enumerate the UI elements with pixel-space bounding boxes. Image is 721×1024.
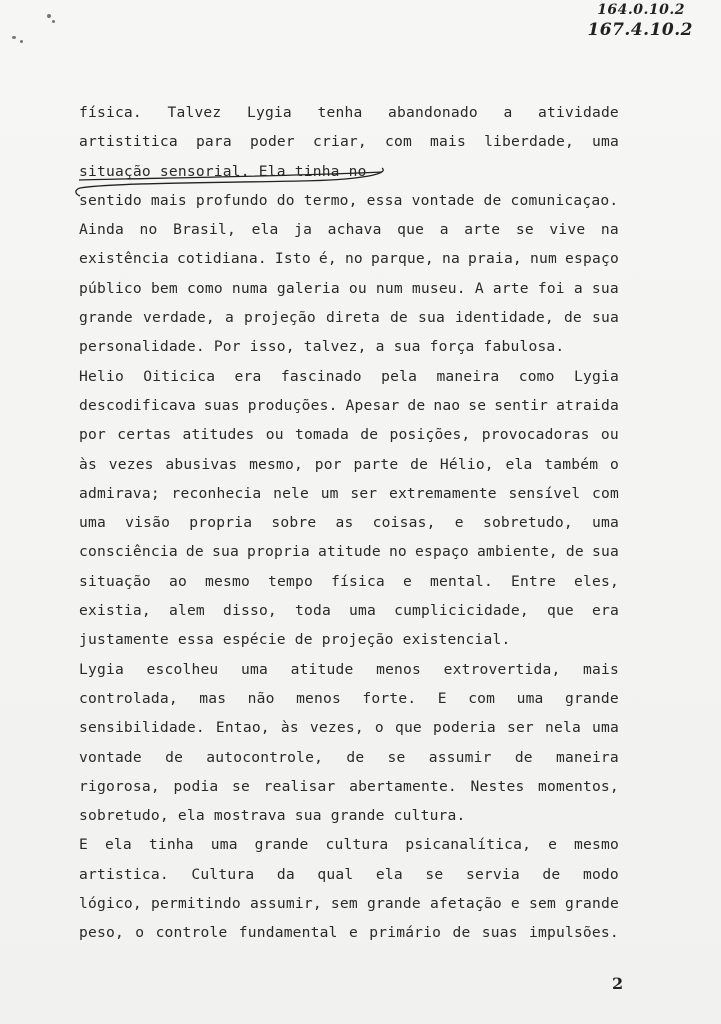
word: de: [452, 924, 471, 942]
word: espaço: [414, 543, 469, 561]
word: força: [429, 338, 475, 356]
archive-reference-bottom: 167.4.10.2: [587, 20, 693, 40]
word: vezes,: [309, 719, 364, 737]
word: não: [247, 689, 275, 707]
word: personalidade.: [79, 338, 205, 356]
word: situação: [79, 572, 151, 590]
word: reconhecia: [171, 484, 262, 502]
word: que: [394, 719, 422, 737]
word: a: [573, 279, 583, 297]
word: público: [79, 279, 142, 297]
word: Isto: [274, 250, 311, 268]
text-line: [79, 127, 619, 156]
word: de: [165, 748, 184, 766]
word: qual: [317, 865, 354, 883]
word: Brasil,: [173, 221, 236, 239]
word: atitudes: [182, 426, 255, 444]
word: Lygia: [246, 104, 292, 121]
word: psicanalítica,: [405, 836, 532, 854]
word: sua: [393, 338, 421, 356]
word: museu.: [411, 279, 466, 297]
text-line: [79, 918, 619, 947]
text-line: [79, 889, 619, 918]
word: sentido: [79, 191, 142, 209]
word: de: [346, 748, 365, 766]
word: ambiente,: [476, 543, 558, 561]
word: impulsões.: [529, 924, 619, 942]
word: às: [280, 719, 299, 737]
word: ou: [600, 426, 619, 444]
word: como: [186, 279, 223, 297]
word: fabulosa.: [483, 338, 565, 356]
word: Lygia: [79, 660, 124, 678]
word: toda: [295, 602, 331, 620]
word: podia: [173, 777, 219, 795]
word: assumir,: [249, 895, 322, 913]
word: tenha: [317, 104, 363, 121]
word: sem: [330, 895, 358, 913]
word: sentir: [494, 396, 549, 414]
word: essa: [177, 631, 214, 649]
word: parte: [353, 455, 399, 473]
word: era: [234, 367, 262, 385]
text-line: [79, 303, 619, 332]
word: de: [407, 396, 426, 414]
word: uma: [516, 689, 544, 707]
word: mais: [583, 660, 619, 678]
word: situação: [79, 162, 151, 180]
word: tinha: [148, 836, 194, 854]
word: atraida: [556, 396, 619, 414]
word: profundo: [195, 191, 268, 209]
word: liberdade,: [484, 133, 574, 151]
word: na: [441, 250, 460, 268]
word: Por: [213, 338, 241, 356]
word: escolheu: [146, 660, 219, 678]
text-line: [79, 157, 619, 186]
word: bem: [150, 279, 178, 297]
word: Entao,: [215, 719, 270, 737]
word: fascinado: [280, 367, 362, 385]
word: peso,: [79, 924, 124, 942]
word: pela: [381, 367, 418, 385]
word: identidade,: [455, 309, 554, 327]
word: e: [402, 572, 412, 590]
word: fundamental: [238, 924, 338, 942]
word: mais: [150, 191, 187, 209]
text-line: [79, 625, 619, 654]
word: de: [185, 543, 204, 561]
word: poderia: [432, 719, 496, 737]
word: atividade: [538, 104, 619, 121]
word: por: [314, 455, 342, 473]
word: criar,: [312, 133, 367, 151]
word: se: [515, 221, 534, 239]
word: tinha: [294, 162, 340, 180]
word: ela: [375, 865, 403, 883]
word: galeria: [276, 279, 340, 297]
word: cultura.: [393, 807, 466, 825]
word: Talvez: [167, 104, 222, 121]
word: e: [510, 895, 520, 913]
word: de: [542, 865, 561, 883]
word: cumplicicidade,: [394, 602, 529, 620]
word: atitude: [290, 660, 354, 678]
word: propria: [189, 514, 253, 532]
word: do: [276, 191, 295, 209]
word: Oiticica: [143, 367, 216, 385]
word: Helio: [79, 367, 124, 385]
word: verdade,: [142, 309, 215, 327]
word: mesmo,: [249, 455, 303, 473]
word: E: [437, 689, 447, 707]
word: existência: [79, 250, 169, 268]
ink-speck: [47, 14, 51, 18]
word: artistitica: [79, 133, 178, 151]
text-line: [79, 362, 619, 391]
word: cotidiana.: [176, 250, 267, 268]
word: física: [331, 572, 385, 590]
word: um: [320, 484, 339, 502]
word: grande: [564, 689, 619, 707]
word: com: [384, 133, 412, 151]
word: sua: [591, 309, 619, 327]
word: termo,: [303, 191, 358, 209]
word: eles,: [574, 572, 619, 590]
word: visão: [125, 514, 171, 532]
word: E: [79, 836, 88, 854]
word: sensorial.: [159, 162, 250, 180]
word: a: [224, 309, 234, 327]
word: ou: [348, 279, 367, 297]
word: Lygia: [574, 367, 619, 385]
word: menos: [296, 689, 341, 707]
word: coisas,: [372, 514, 436, 532]
word: sua: [591, 543, 619, 561]
word: essa: [366, 191, 403, 209]
word: se: [468, 396, 487, 414]
word: parque,: [370, 250, 434, 268]
word: as: [335, 514, 354, 532]
word: ja: [294, 221, 313, 239]
text-line: [79, 655, 619, 684]
word: mostrava: [213, 807, 286, 825]
word: espécie: [222, 631, 286, 649]
word: vezes: [108, 455, 154, 473]
word: assumir: [428, 748, 492, 766]
word: e: [548, 836, 558, 854]
word: praia,: [468, 250, 522, 268]
word: no: [344, 250, 363, 268]
word: sua: [591, 279, 619, 297]
text-line: [79, 274, 619, 303]
word: ao: [168, 572, 187, 590]
text-line: [79, 215, 619, 244]
word: de: [483, 191, 502, 209]
word: a: [375, 338, 385, 356]
word: a: [503, 104, 513, 121]
word: também: [544, 455, 599, 473]
word: sensível: [508, 484, 581, 502]
word: Apesar: [345, 396, 400, 414]
word: mesmo: [574, 836, 619, 854]
word: afetação: [429, 895, 502, 913]
word: maneira: [436, 367, 500, 385]
word: uma: [349, 602, 376, 620]
word: sua: [294, 807, 322, 825]
word: às: [79, 455, 97, 473]
word: grande: [565, 895, 619, 913]
word: vontade: [79, 748, 142, 766]
word: consciência: [79, 543, 178, 561]
word: sobretudo,: [79, 807, 169, 825]
word: ser: [506, 719, 534, 737]
word: posições,: [389, 426, 471, 444]
text-line: [79, 801, 619, 830]
word: uma: [592, 133, 619, 151]
word: nele: [273, 484, 310, 502]
ink-speck: [20, 40, 23, 43]
word: grande: [79, 309, 133, 327]
text-line: [79, 743, 619, 772]
word: espaço: [565, 250, 619, 268]
word: mental.: [430, 572, 493, 590]
word: artistica.: [79, 865, 169, 883]
text-line: [79, 420, 619, 449]
word: A: [474, 279, 484, 297]
word: num: [375, 279, 403, 297]
word: existia,: [79, 602, 151, 620]
word: sensibilidade.: [79, 719, 205, 737]
word: uma: [241, 660, 268, 678]
text-line: [79, 479, 619, 508]
word: maneira: [556, 748, 619, 766]
word: controle: [155, 924, 228, 942]
word: para: [195, 133, 232, 151]
page-number: 2: [612, 974, 624, 993]
text-line: [79, 772, 619, 801]
word: poder: [249, 133, 295, 151]
word: se: [232, 777, 250, 795]
word: suas: [481, 924, 518, 942]
text-line: [79, 684, 619, 713]
word: a: [439, 221, 449, 239]
text-line: [79, 508, 619, 537]
ink-speck: [52, 20, 55, 23]
word: menos: [376, 660, 422, 678]
word: realisar: [263, 777, 336, 795]
word: forte.: [362, 689, 417, 707]
text-line: [79, 332, 619, 361]
word: arte: [492, 279, 529, 297]
word: o: [135, 924, 145, 942]
word: Entre: [511, 572, 556, 590]
word: o: [609, 455, 619, 473]
word: isso,: [249, 338, 295, 356]
word: de: [389, 309, 408, 327]
word: abusivas: [165, 455, 238, 473]
word: de: [294, 631, 313, 649]
word: no: [388, 543, 407, 561]
word: mesmo: [205, 572, 250, 590]
word: suas: [203, 396, 240, 414]
word: uma: [592, 719, 619, 737]
word: achava: [327, 221, 382, 239]
ink-speck: [12, 36, 16, 39]
word: primário: [369, 924, 442, 942]
text-line: [79, 450, 619, 479]
word: sobretudo,: [482, 514, 573, 532]
word: talvez,: [303, 338, 367, 356]
word: no: [348, 162, 367, 180]
word: grande: [254, 836, 309, 854]
word: Ainda: [79, 221, 124, 239]
word: arte: [464, 221, 501, 239]
word: de: [410, 455, 429, 473]
word: e: [348, 924, 358, 942]
word: Cultura: [191, 865, 255, 883]
word: é,: [318, 250, 337, 268]
word: ela: [505, 455, 533, 473]
text-line: [79, 537, 619, 566]
text-line: [79, 567, 619, 596]
word: com: [592, 484, 619, 502]
word: nao: [433, 396, 461, 414]
word: admirava;: [79, 484, 160, 502]
word: por: [79, 426, 106, 444]
text-line: [79, 244, 619, 273]
word: de: [563, 309, 582, 327]
word: uma: [592, 514, 619, 532]
word: lógico,: [79, 895, 142, 913]
word: de: [360, 426, 379, 444]
word: disso,: [223, 602, 277, 620]
word: era: [592, 602, 619, 620]
word: sobre: [271, 514, 317, 532]
word: projeção: [321, 631, 394, 649]
word: que: [546, 602, 574, 620]
word: extremamente: [388, 484, 497, 502]
word: numa: [231, 279, 268, 297]
word: de: [565, 543, 584, 561]
word: cultura: [325, 836, 389, 854]
word: mas: [199, 689, 227, 707]
word: uma: [210, 836, 238, 854]
word: tempo: [268, 572, 313, 590]
word: direta: [325, 309, 380, 327]
text-line: [79, 596, 619, 625]
word: alem: [168, 602, 205, 620]
word: servia: [465, 865, 520, 883]
word: num: [529, 250, 557, 268]
word: abandonado: [388, 104, 478, 121]
word: permitindo: [150, 895, 241, 913]
word: Hélio,: [439, 455, 494, 473]
word: sem: [529, 895, 556, 913]
word: na: [600, 221, 619, 239]
word: sua: [417, 309, 445, 327]
text-line: [79, 830, 619, 859]
word: se: [425, 865, 444, 883]
word: descodificava: [79, 396, 196, 414]
word: certas: [117, 426, 172, 444]
word: provocadoras: [481, 426, 590, 444]
word: grande: [330, 807, 385, 825]
word: justamente: [79, 631, 169, 649]
word: abertamente.: [349, 777, 457, 795]
text-line: [79, 391, 619, 420]
word: controlada,: [79, 689, 178, 707]
word: ela: [251, 221, 279, 239]
word: propria: [247, 543, 310, 561]
word: ela: [104, 836, 132, 854]
word: e: [454, 514, 464, 532]
word: autocontrole,: [206, 748, 324, 766]
word: existencial.: [402, 631, 511, 649]
word: no: [139, 221, 158, 239]
word: atitude: [317, 543, 381, 561]
word: da: [276, 865, 295, 883]
word: foi: [537, 279, 565, 297]
word: nela: [544, 719, 581, 737]
word: rigorosa,: [79, 777, 160, 795]
word: de: [514, 748, 533, 766]
word: ser: [350, 484, 378, 502]
word: com: [468, 689, 496, 707]
word: como: [518, 367, 555, 385]
typed-text-body: [79, 98, 619, 948]
text-line: [79, 186, 619, 215]
text-line: [79, 860, 619, 889]
word: modo: [582, 865, 619, 883]
word: ela: [177, 807, 205, 825]
word: uma: [79, 514, 106, 532]
word: física.: [79, 104, 142, 121]
word: ou: [265, 426, 284, 444]
word: comunicaçao.: [510, 191, 619, 209]
word: o: [374, 719, 384, 737]
archive-reference-top: 164.0.10.2: [597, 2, 685, 18]
word: que: [397, 221, 425, 239]
text-line: [79, 98, 619, 127]
word: produções.: [247, 396, 338, 414]
word: extrovertida,: [443, 660, 561, 678]
word: Ela: [258, 162, 286, 180]
text-line: [79, 713, 619, 742]
word: vontade: [411, 191, 475, 209]
word: Nestes: [470, 777, 525, 795]
word: momentos,: [538, 777, 619, 795]
word: sua: [211, 543, 239, 561]
word: projeção: [244, 309, 316, 327]
word: tomada: [295, 426, 349, 444]
word: se: [387, 748, 406, 766]
word: mais: [430, 133, 466, 151]
word: grande: [366, 895, 421, 913]
word: vive: [549, 221, 586, 239]
